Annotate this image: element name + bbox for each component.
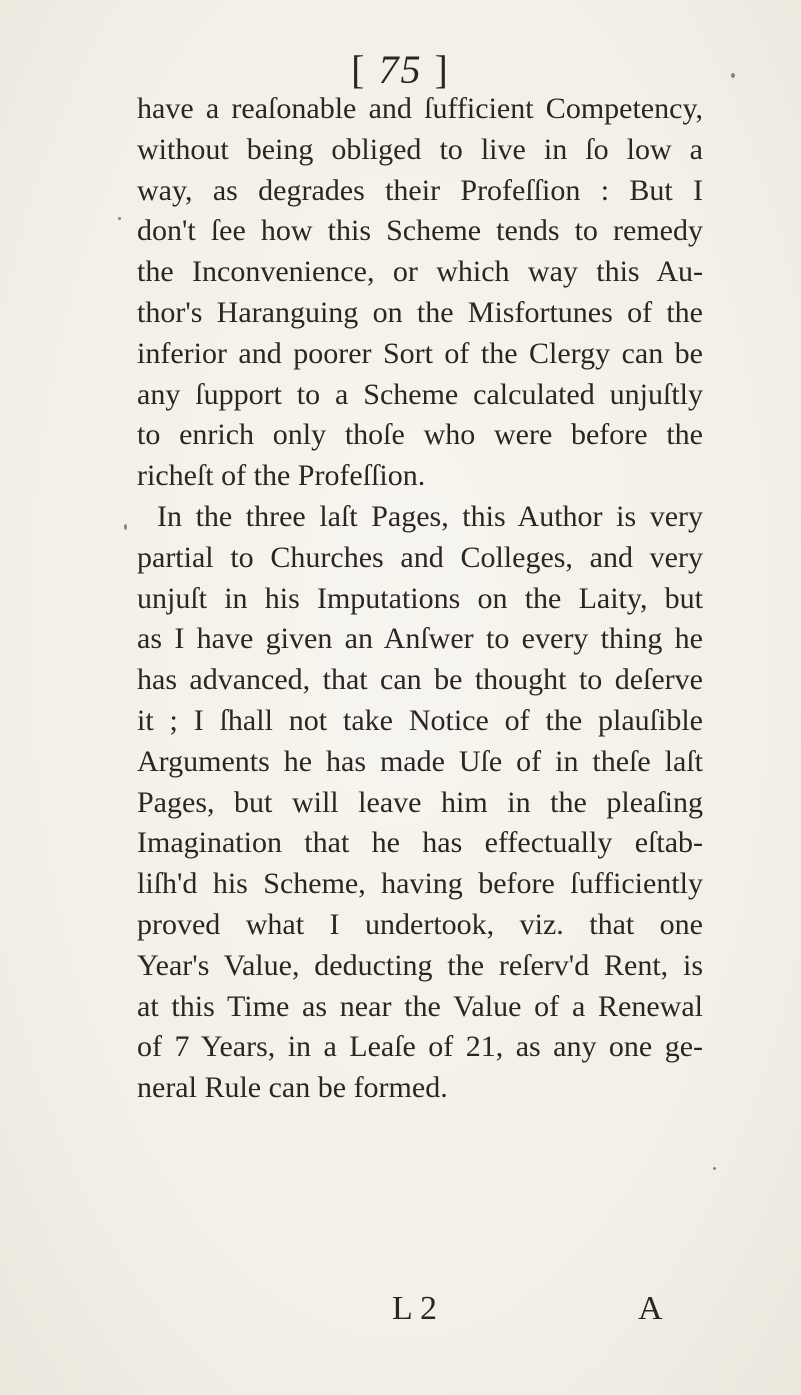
folio-open-bracket: [ <box>351 47 367 92</box>
text-line: neral Rule can be formed. <box>137 1071 448 1105</box>
catchword: A <box>638 1290 663 1327</box>
paper-speck <box>124 524 127 530</box>
text-line: the Inconvenience, or which way this Au- <box>137 255 703 289</box>
page-number-header <box>0 46 801 93</box>
folio-number: 75 <box>378 47 423 92</box>
text-line: any ſupport to a Scheme calculated unjuſtly <box>137 377 703 411</box>
text-line: of 7 Years, in a Leaſe of 21, as any one ge- <box>137 1030 703 1064</box>
text-line: as I have given an Anſwer to every thing he <box>137 622 703 656</box>
text-line: unjuſt in his Imputations on the Laity, but <box>137 581 703 615</box>
text-line: Arguments he has made Uſe of in theſe laſt <box>137 744 703 778</box>
text-line: has advanced, that can be thought to deſerve <box>137 663 703 697</box>
body-text <box>137 89 703 1109</box>
text-line: partial to Churches and Colleges, and very <box>137 540 703 574</box>
paper-speck <box>731 73 735 78</box>
folio-close-bracket: ] <box>434 47 450 92</box>
paper-speck <box>713 1167 716 1170</box>
signature-mark: L 2 <box>392 1290 438 1327</box>
text-line: to enrich only thoſe who were before the <box>137 418 703 452</box>
text-line: inferior and poorer Sort of the Clergy can be <box>137 336 703 370</box>
text-line: proved what I undertook, viz. that one <box>137 907 703 941</box>
text-line: without being obliged to live in ſo low a <box>137 132 703 166</box>
paper-speck <box>118 217 121 220</box>
text-line: richeſt of the Profeſſion. <box>137 459 426 493</box>
text-line: don't ſee how this Scheme tends to remedy <box>137 214 703 248</box>
text-line: way, as degrades their Profeſſion : But I <box>137 173 703 207</box>
page-footer <box>0 1290 801 1334</box>
text-line: liſh'd his Scheme, having before ſufficiently <box>137 867 703 901</box>
text-line: it ; I ſhall not take Notice of the plauſible <box>137 703 703 737</box>
text-line: have a reaſonable and ſufficient Competency, <box>137 92 703 125</box>
text-line: In the three laſt Pages, this Author is very <box>157 499 703 533</box>
text-line: Year's Value, deducting the reſerv'd Rent, is <box>137 948 703 982</box>
text-line: at this Time as near the Value of a Renewal <box>137 989 703 1023</box>
text-line: Pages, but will leave him in the pleaſing <box>137 785 703 819</box>
text-line: thor's Haranguing on the Misfortunes of the <box>137 295 703 329</box>
text-line: Imagination that he has effectually eſtab- <box>137 826 703 860</box>
